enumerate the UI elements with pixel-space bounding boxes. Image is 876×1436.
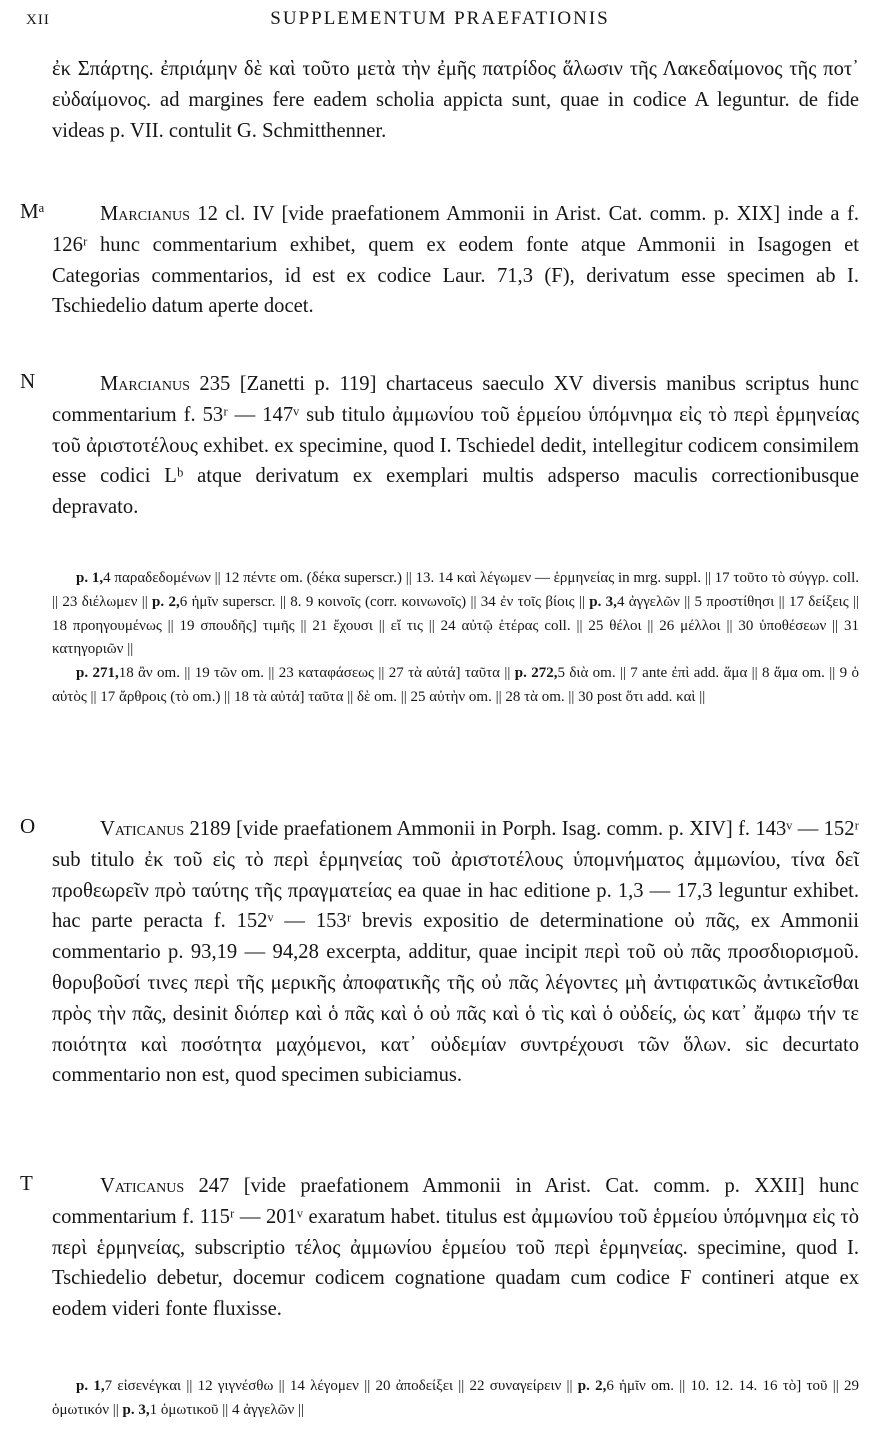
intro-paragraph (52, 54, 859, 146)
entry-text: 2189 [vide praefationem Ammonii in Porph. Isag. comm. p. XIV] f. 143ᵛ — 152ʳ sub titulo ἐκ τοῦ εἰς τὸ περὶ ἑρμηνείας τοῦ ἀριστοτέλους ὑπομνήματος ἀμμωνίου, τίνα δεῖ προθεωρεῖν πρὸ ταύτης τῆς πραγματείας ea quae in hac editione p. 1,3 — 17,3 leguntur exhibet. hac parte peracta f. 152ᵛ — 153ʳ brevis expositio de determinatione οὐ πᾶς, ex Ammonii commentario p. 93,19 — 94,28 excerpta, additur, quae incipit περὶ τοῦ οὐ πᾶς προσδιορισμοῦ. θορυβοῦσί τινες περὶ τῆς μερικῆς ἀποφατικῆς τῆς οὐ πᾶς λέγοντες μὴ ἀντιφατικῶς ἀντικεῖσθαι πρὸς τὴν πᾶς, desinit διόπερ καὶ ὁ πᾶς καὶ ὁ οὐ πᾶς καὶ ὁ τὶς καὶ ὁ οὐδείς, ὡς κατ᾽ ἄμφω τήν τε ποιότητα καὶ ποσότητα μαχόμενοι, κατ᾽ οὐδεμίαν συντρέχουσι τῶν ὅλων. sic decurtato commentario non est, quod specimen subiciamus. (52, 818, 859, 1087)
entry-t (52, 1171, 859, 1325)
collation-notes-n (52, 567, 859, 710)
codex-name: Marcianus (100, 373, 190, 395)
siglum-n: N (20, 369, 36, 393)
page-header (22, 8, 858, 34)
running-title: SUPPLEMENTUM PRAEFATIONIS (270, 8, 610, 29)
collation-n-part1: p. 1,4 παραδεδομένων || 12 πέντε om. (δέκα superscr.) || 13. 14 καὶ λέγωμεν — ἑρμηνείας in mrg. suppl. || 17 τοῦτο τὸ σύγγρ. coll. || 23 διέλωμεν || p. 2,6 ἡμῖν superscr. || 8. 9 κοινοῖς (corr. κοινωνοῖς) || 34 ἐν τοῖς βίοις || p. 3,4 ἀγγελῶν || 5 προστίθησι || 17 δείξεις || 18 προηγουμένως || 19 σπουδῆς] τιμῆς || 21 ἔχουσι || εἴ τις || 24 αὐτῷ ἑτέρας coll. || 25 θέλοι || 26 μέλλοι || 30 ὑποθέσεων || 31 κατηγοριῶν || (52, 570, 860, 658)
entry-ma (52, 199, 859, 322)
siglum-o: O (20, 814, 36, 838)
siglum-ma: Mᵃ (20, 199, 45, 223)
page-number: XII (26, 12, 50, 28)
collation-t: p. 1,7 εἰσενέγκαι || 12 γιγνέσθω || 14 λέγομεν || 20 ἀποδείξει || 22 συναγείρειν || p. 2,6 ἡμῖν om. || 10. 12. 14. 16 τὸ] τοῦ || 29 ὁμωτικόν || p. 3,1 ὁμωτικοῦ || 4 ἀγγελῶν || (52, 1378, 859, 1418)
intro-text: ἐκ Σπάρτης. ἐπριάμην δὲ καὶ τοῦτο μετὰ τὴν ἐμῆς πατρίδος ἅλωσιν τῆς Λακεδαίμονος τῆς ποτ᾽ εὐδαίμονος. ad margines fere eadem scholia appicta sunt, quae in codice A leguntur. de fide videas p. VII. contulit G. Schmitthenner. (52, 58, 859, 142)
entry-text: 12 cl. IV [vide praefationem Ammonii in Arist. Cat. comm. p. XIX] inde a f. 126ʳ hunc commentarium exhibet, quem ex eodem fonte atque Ammonii in Isagogen et Categorias commentarios, id est ex codice Laur. 71,3 (F), derivatum esse specimen ab I. Tschiedelio datum aperte docet. (52, 203, 859, 318)
collation-n-part2: p. 271,18 ἂν om. || 19 τῶν om. || 23 καταφάσεως || 27 τὰ αὐτά] ταῦτα || p. 272,5 διὰ om. || 7 ante ἐπὶ add. ἅμα || 8 ἅμα om. || 9 ὁ αὐτὸς || 17 ἄρθροις (τὸ om.) || 18 τὰ αὐτά] ταῦτα || δὲ om. || 25 αὐτὴν om. || 28 τὰ om. || 30 post ὅτι add. καὶ || (52, 665, 860, 705)
siglum-t: T (20, 1171, 33, 1195)
codex-name: Vaticanus (100, 818, 185, 840)
entry-text: 247 [vide praefationem Ammonii in Arist. Cat. comm. p. XXII] hunc commentarium f. 115ʳ — 201ᵛ exaratum habet. titulus est ἀμμωνίου τοῦ ἑρμείου ὑπόμνημα εἰς τὸ περὶ ἑρμηνείας, subscriptio τέλος ἀμμωνίου ἑρμείου τοῦ περὶ ἑρμηνείας. specimine, quod I. Tschiedelio debetur, docemur codicem cognatione quadam cum codice F contineri atque ex eodem videri fonte fluxisse. (52, 1175, 859, 1321)
entry-o (52, 814, 859, 1091)
collation-notes-t (52, 1375, 859, 1423)
entry-text: 235 [Zanetti p. 119] chartaceus saeculo XV diversis manibus scriptus hunc commentarium f. 53ʳ — 147ᵛ sub titulo ἀμμωνίου τοῦ ἑρμείου ὑπόμνημα εἰς τὸ περὶ ἑρμηνείας τοῦ ἀριστοτέλους exhibet. ex specimine, quod I. Tschiedel dedit, intellegitur codicem consimilem esse codici Lᵇ atque derivatum ex exemplari multis adsperso maculis correctionibusque depravato. (52, 373, 859, 519)
codex-name: Vaticanus (100, 1175, 185, 1197)
codex-name: Marcianus (100, 203, 190, 225)
entry-n (52, 369, 859, 523)
